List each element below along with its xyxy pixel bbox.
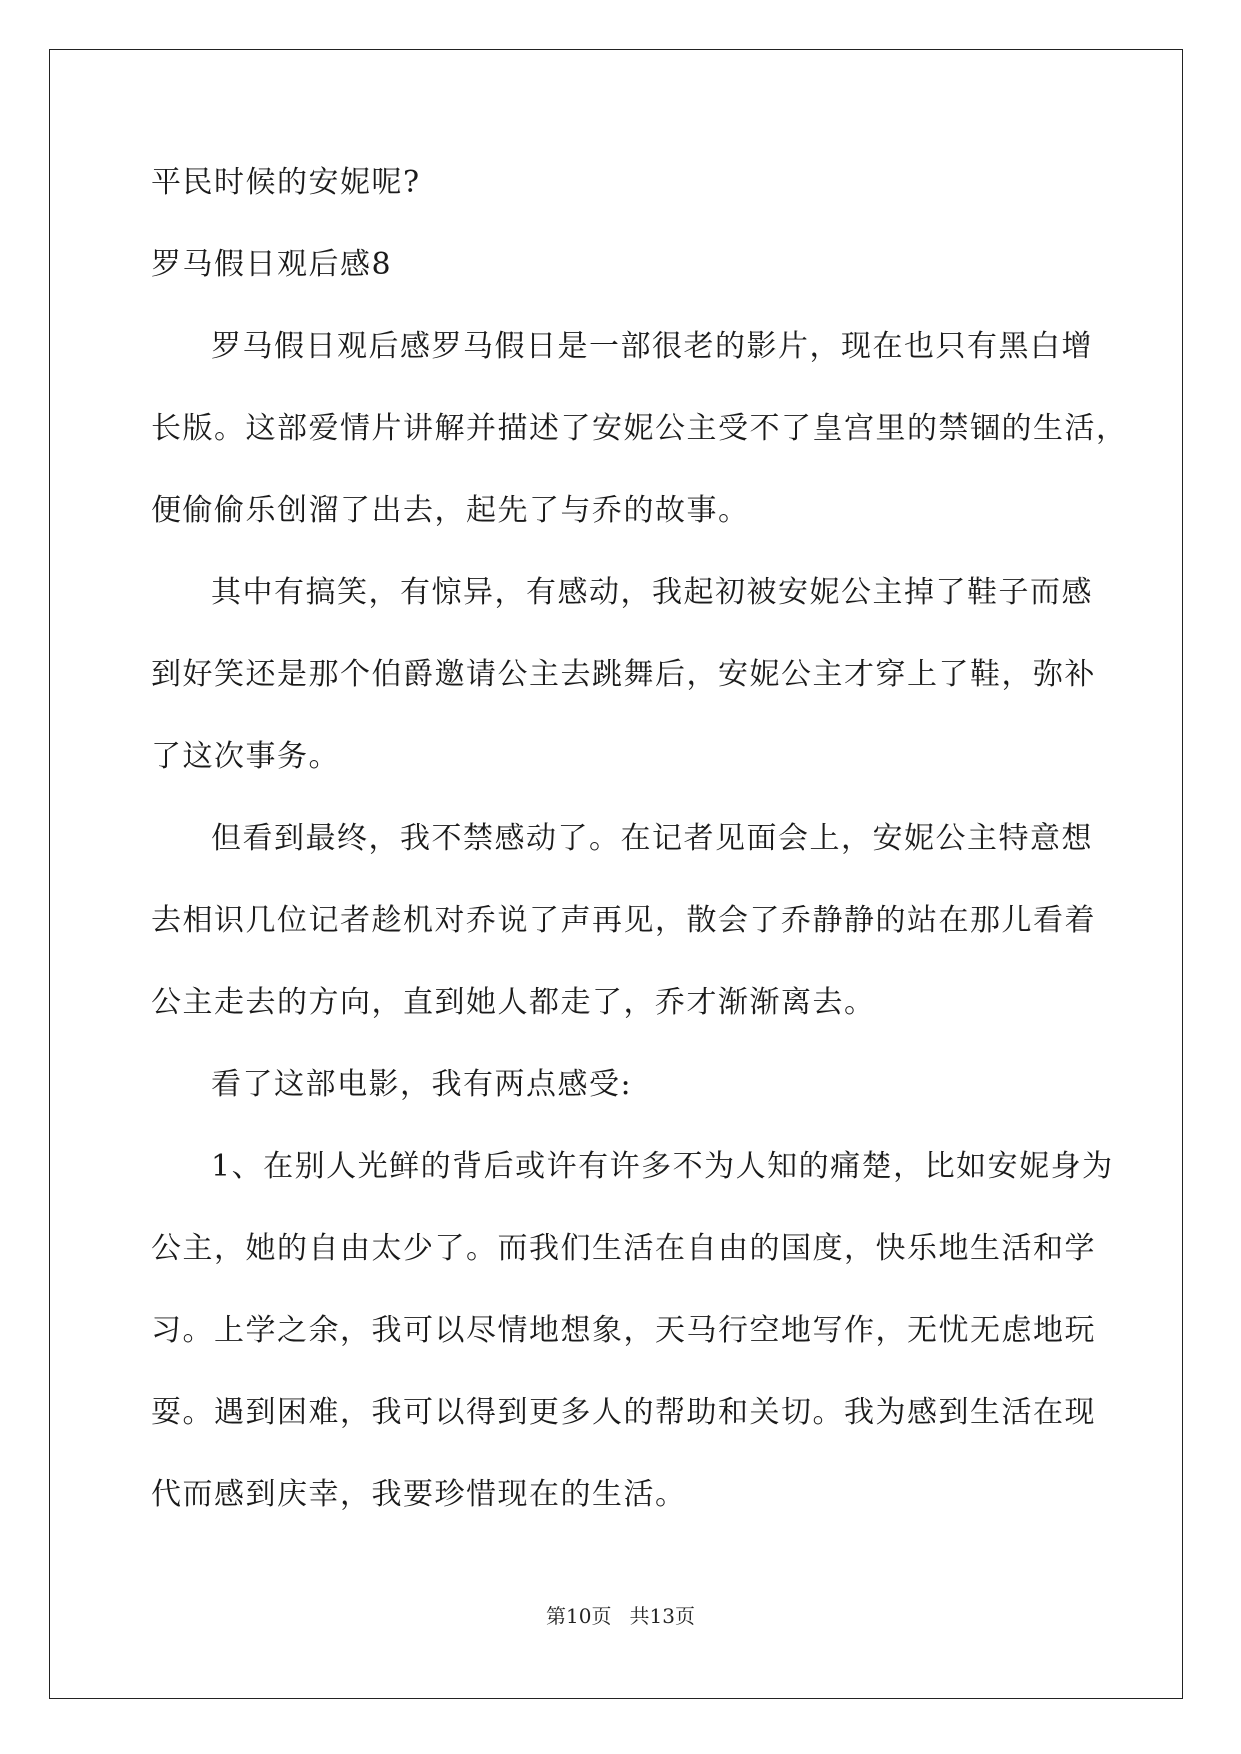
paragraph-line: 到好笑还是那个伯爵邀请公主去跳舞后，安妮公主才穿上了鞋，弥补 (151, 657, 1096, 692)
paragraph-line: 代而感到庆幸，我要珍惜现在的生活。 (151, 1477, 687, 1512)
paragraph-line: 其中有搞笑，有惊异，有感动，我起初被安妮公主掉了鞋子而感 (211, 575, 1093, 610)
section-heading: 罗马假日观后感8 (151, 247, 393, 282)
paragraph-line: 去相识几位记者趁机对乔说了声再见，散会了乔静静的站在那儿看着 (151, 903, 1096, 938)
paragraph-line: 看了这部电影，我有两点感受: (211, 1067, 633, 1102)
paragraph-line: 公主走去的方向，直到她人都走了，乔才渐渐离去。 (151, 985, 876, 1020)
paragraph-line: 但看到最终，我不禁感动了。在记者见面会上，安妮公主特意想 (211, 821, 1093, 856)
paragraph-line: 罗马假日观后感罗马假日是一部很老的影片，现在也只有黑白增 (211, 329, 1093, 364)
paragraph-line: 了这次事务。 (151, 739, 340, 774)
paragraph-line: 长版。这部爱情片讲解并描述了安妮公主受不了皇宫里的禁锢的生活， (151, 411, 1128, 446)
paragraph-line: 耍。遇到困难，我可以得到更多人的帮助和关切。我为感到生活在现 (151, 1395, 1096, 1430)
paragraph-line: 公主，她的自由太少了。而我们生活在自由的国度，快乐地生活和学 (151, 1231, 1096, 1266)
paragraph-line: 习。上学之余，我可以尽情地想象，天马行空地写作，无忧无虑地玩 (151, 1313, 1096, 1348)
page-footer (0, 1603, 1241, 1629)
document-body (151, 161, 1128, 1555)
page-number: 第10页 (546, 1604, 612, 1628)
paragraph-line: 便偷偷乐创溜了出去，起先了与乔的故事。 (151, 493, 750, 528)
page-total: 共13页 (629, 1604, 695, 1628)
text-line: 平民时候的安妮呢? (151, 165, 421, 200)
paragraph-line: 1、在别人光鲜的背后或许有许多不为人知的痛楚，比如安妮身为 (211, 1149, 1114, 1184)
